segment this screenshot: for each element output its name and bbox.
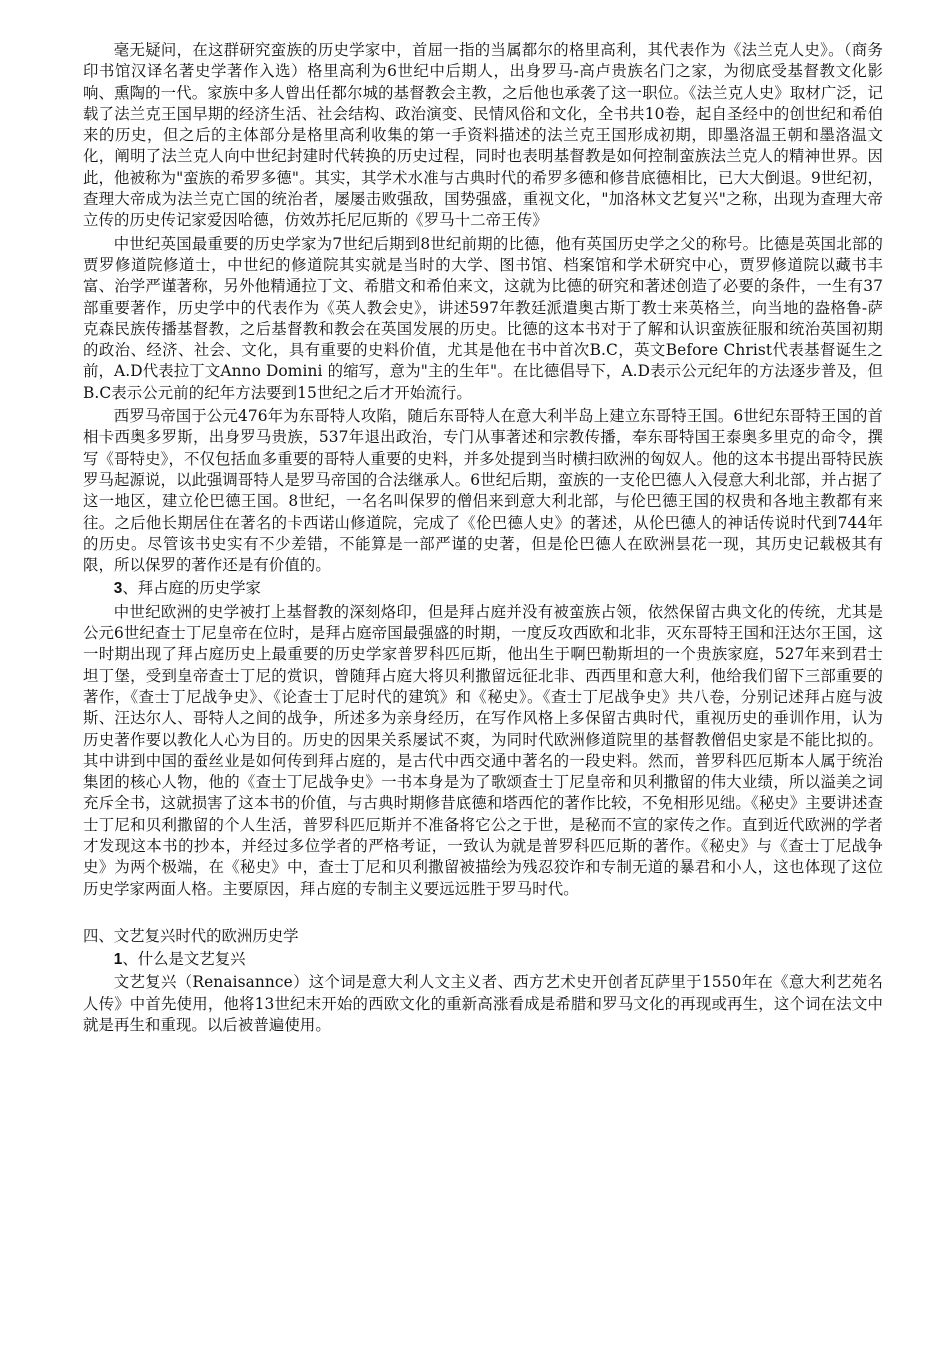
subheading-what-is-renaissance <box>83 949 883 970</box>
paragraph-procopius: 中世纪欧洲的史学被打上基督教的深刻烙印，但是拜占庭并没有被蛮族占领，依然保留古典文化的传统，尤其是公元6世纪查士丁尼皇帝在位时，是拜占庭帝国最强盛的时期，一度反攻西欧和北非，灭东哥特王国和汪达尔王国，这一时期出现了拜占庭历史上最重要的历史学家普罗科匹厄斯，他出生于啊巴勒斯坦的一个贵族家庭，527年来到君士坦丁堡，受到皇帝查士丁尼的赏识，曾随拜占庭大将贝利撒留远征北非、西西里和意大利，他给我们留下三部重要的著作，《查士丁尼战争史》、《论查士丁尼时代的建筑》和《秘史》。《查士丁尼战争史》共八卷，分别记述拜占庭与波斯、汪达尔人、哥特人之间的战争，所述多为亲身经历，在写作风格上多保留古典时代，重视历史的垂训作用，认为历史著作要以教化人心为目的。历史的因果关系屡试不爽，为同时代欧洲修道院里的基督教僧侣史家是不能比拟的。其中讲到中国的蚕丝业是如何传到拜占庭的，是古代中西交通中著名的一段史料。然而，普罗科匹厄斯本人属于统治集团的核心人物，他的《查士丁尼战争史》一书本身是为了歌颂查士丁尼皇帝和贝利撒留的伟大业绩，所以溢美之词充斥全书，这就损害了这本书的价值，与古典时期修昔底德和塔西佗的著作比较，不免相形见绌。《秘史》主要讲述查士丁尼和贝利撒留的个人生活，普罗科匹厄斯并不准备将它公之于世，是秘而不宣的家传之作。直到近代欧洲的学者才发现这本书的抄本，并经过多位学者的严格考证，一致认为就是普罗科匹厄斯的著作。《秘史》与《查士丁尼战争史》为两个极端，在《秘史》中，查士丁尼和贝利撒留被描绘为残忍狡诈和专制无道的暴君和小人，这也体现了这位历史学家两面人格。主要原因，拜占庭的专制主义要远远胜于罗马时代。 <box>83 602 883 898</box>
paragraph-gregory-of-tours: 毫无疑问，在这群研究蛮族的历史学家中，首屈一指的当属都尔的格里高利，其代表作为《法兰克人史》。（商务印书馆汉译名著史学著作入选）格里高利为6世纪中后期人，出身罗马-高卢贵族名门之家，为彻底受基督教文化影响、熏陶的一代。家族中多人曾出任都尔城的基督教会主教，之后他也承袭了这一职位。《法兰克人史》取材广泛，记载了法兰克王国早期的经济生活、社会结构、政治演变、民情风俗和文化，全书共10卷，起自圣经中的创世纪和希伯来的历史，但之后的主体部分是格里高利收集的第一手资料描述的法兰克王国形成初期，即墨洛温王朝和墨洛温文化，阐明了法兰克人向中世纪封建时代转换的历史过程，同时也表明基督教是如何控制蛮族法兰克人的精神世界。因此，他被称为"蛮族的希罗多德"。其实，其学术水准与古典时代的希罗多德和修昔底德相比，已大大倒退。9世纪初，查理大帝成为法兰克亡国的统治者，屡屡击败强敌，国势强盛，重视文化，"加洛林文艺复兴"之称，出现为查理大帝立传的历史传记家爱因哈德，仿效苏托尼厄斯的《罗马十二帝王传》 <box>83 41 883 230</box>
paragraph-renaissance-definition: 文艺复兴（Renaisannce）这个词是意大利人文主义者、西方艺术史开创者瓦萨里于1550年在《意大利艺苑名人传》中首先使用，他将13世纪末开始的西欧文化的重新高涨看成是希腊和罗马文化的再现或再生，这个词在法文中就是再生和重现。以后被普遍使用。 <box>83 973 883 1035</box>
document-page <box>83 40 883 1036</box>
subheading-text: 、拜占庭的历史学家 <box>122 579 261 598</box>
section-heading-renaissance-historiography: 四、文艺复兴时代的欧洲历史学 <box>83 926 299 945</box>
subheading-number: 3 <box>113 580 123 598</box>
subheading-number: 1 <box>113 951 123 969</box>
paragraph-ostrogoths-lombards: 西罗马帝国于公元476年为东哥特人攻陷，随后东哥特人在意大利半岛上建立东哥特王国。6世纪东哥特王国的首相卡西奥多罗斯，出身罗马贵族，537年退出政治，专门从事著述和宗教传播，奉东哥特国王泰奥多里克的命令，撰写《哥特史》，不仅包括血多重要的哥特人重要的史料，并多处提到当时横扫欧洲的匈奴人。他的这本书提出哥特民族罗马起源说，以此强调哥特人是罗马帝国的合法继承人。6世纪后期，蛮族的一支伦巴德人入侵意大利北部，并占据了这一地区，建立伦巴德王国。8世纪，一名名叫保罗的僧侣来到意大利北部，与伦巴德王国的权贵和各地主教都有来往。之后他长期居住在著名的卡西诺山修道院，完成了《伦巴德人史》的著述，从伦巴德人的神话传说时代到744年的历史。尽管该书史实有不少差错，不能算是一部严谨的史著，但是伦巴德人在欧洲昙花一现，其历史记载极其有限，所以保罗的著作还是有价值的。 <box>83 407 883 575</box>
paragraph-bede: 中世纪英国最重要的历史学家为7世纪后期到8世纪前期的比德，他有英国历史学之父的称号。比德是英国北部的贾罗修道院修道士，中世纪的修道院其实就是当时的大学、图书馆、档案馆和学术研究中心，贾罗修道院以藏书丰富、治学严谨著称，另外他精通拉丁文、希腊文和希伯来文，这就为比德的研究和著述创造了必要的条件，一生有37部重要著作，历史学中的代表作为《英人教会史》，讲述597年教廷派遣奥古斯丁教士来英格兰，向当地的盎格鲁-萨克森民族传播基督教，之后基督教和教会在英国发展的历史。比德的这本书对于了解和认识蛮族征服和统治英国初期的政治、经济、社会、文化，具有重要的史料价值，尤其是他在书中首次B.C，英文Before Christ代表基督诞生之前，A.D代表拉丁文Anno Domini 的缩写，意为"主的生年"。在比德倡导下，A.D表示公元纪年的方法逐步普及，但B.C表示公元前的纪年方法要到15世纪之后才开始流行。 <box>83 234 883 402</box>
subheading-byzantine-historians <box>83 578 883 599</box>
subheading-text: 、什么是文艺复兴 <box>122 950 246 969</box>
